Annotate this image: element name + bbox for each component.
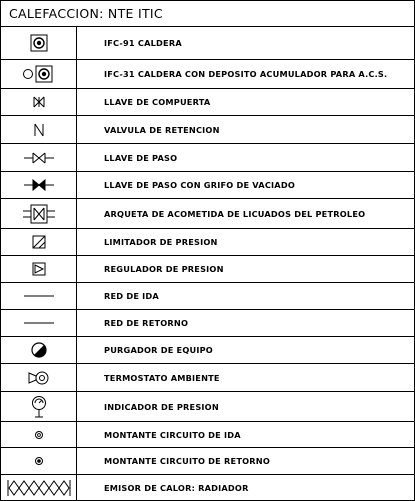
legend-row-return-riser xyxy=(1,448,414,475)
legend-label: LLAVE DE PASO CON GRIFO DE VACIADO xyxy=(104,180,295,190)
legend-row-stop-valve xyxy=(1,144,414,172)
legend-row-room-thermostat xyxy=(1,364,414,392)
legend-row-pressure-gauge xyxy=(1,392,414,422)
legend-label: IFC-31 CALDERA CON DEPOSITO ACUMULADOR PARA A.C.S. xyxy=(104,69,388,79)
boiler-with-tank-icon xyxy=(1,60,76,88)
legend-row-supply-line xyxy=(1,283,414,310)
pressure-limiter-icon xyxy=(1,229,76,255)
drain-valve-icon xyxy=(1,172,76,198)
lpg-inlet-box-icon xyxy=(1,199,76,228)
legend-label: EMISOR DE CALOR: RADIADOR xyxy=(104,482,249,493)
legend-row-pressure-limiter xyxy=(1,229,414,256)
check-valve-icon xyxy=(1,116,76,143)
pressure-regulator-icon xyxy=(1,256,76,282)
legend-title: CALEFACCION: NTE ITIC xyxy=(9,6,163,21)
legend-label: MONTANTE CIRCUITO DE RETORNO xyxy=(104,456,270,466)
stop-valve-icon xyxy=(1,144,76,171)
supply-riser-icon xyxy=(1,422,76,447)
legend-row-air-vent xyxy=(1,337,414,364)
return-line-icon xyxy=(1,310,76,336)
supply-line-icon xyxy=(1,283,76,309)
legend-label: LLAVE DE PASO xyxy=(104,152,178,163)
return-riser-icon xyxy=(1,448,76,474)
legend-row-return-line xyxy=(1,310,414,337)
legend-label: RED DE RETORNO xyxy=(104,318,189,328)
legend-row-lpg-inlet-box xyxy=(1,199,414,229)
legend-label: RED DE IDA xyxy=(104,291,159,301)
legend-label: PURGADOR DE EQUIPO xyxy=(104,345,213,355)
legend-row-pressure-regulator xyxy=(1,256,414,283)
air-vent-icon xyxy=(1,337,76,363)
legend-label: VALVULA DE RETENCION xyxy=(104,124,220,135)
legend-label: REGULADOR DE PRESION xyxy=(104,264,224,274)
legend-label: INDICADOR DE PRESION xyxy=(104,401,219,412)
legend-row-boiler xyxy=(1,26,414,60)
boiler-icon xyxy=(1,26,76,59)
room-thermostat-icon xyxy=(1,364,76,391)
legend-row-radiator xyxy=(1,475,414,500)
legend-header xyxy=(1,1,414,27)
legend-row-drain-valve xyxy=(1,172,414,199)
legend-label: TERMOSTATO AMBIENTE xyxy=(104,372,220,383)
legend-row-gate-valve xyxy=(1,89,414,116)
radiator-icon xyxy=(1,475,76,500)
legend-label: IFC-91 CALDERA xyxy=(104,37,182,48)
pressure-gauge-icon xyxy=(1,392,76,421)
legend-label: MONTANTE CIRCUITO DE IDA xyxy=(104,429,241,440)
legend-label: ARQUETA DE ACOMETIDA DE LICUADOS DEL PETROLEO xyxy=(104,208,366,219)
legend-label: LIMITADOR DE PRESION xyxy=(104,237,218,247)
legend-row-supply-riser xyxy=(1,422,414,448)
legend-row-check-valve xyxy=(1,116,414,144)
legend-label: LLAVE DE COMPUERTA xyxy=(104,97,211,107)
legend-row-boiler-with-tank xyxy=(1,60,414,89)
gate-valve-icon xyxy=(1,89,76,115)
